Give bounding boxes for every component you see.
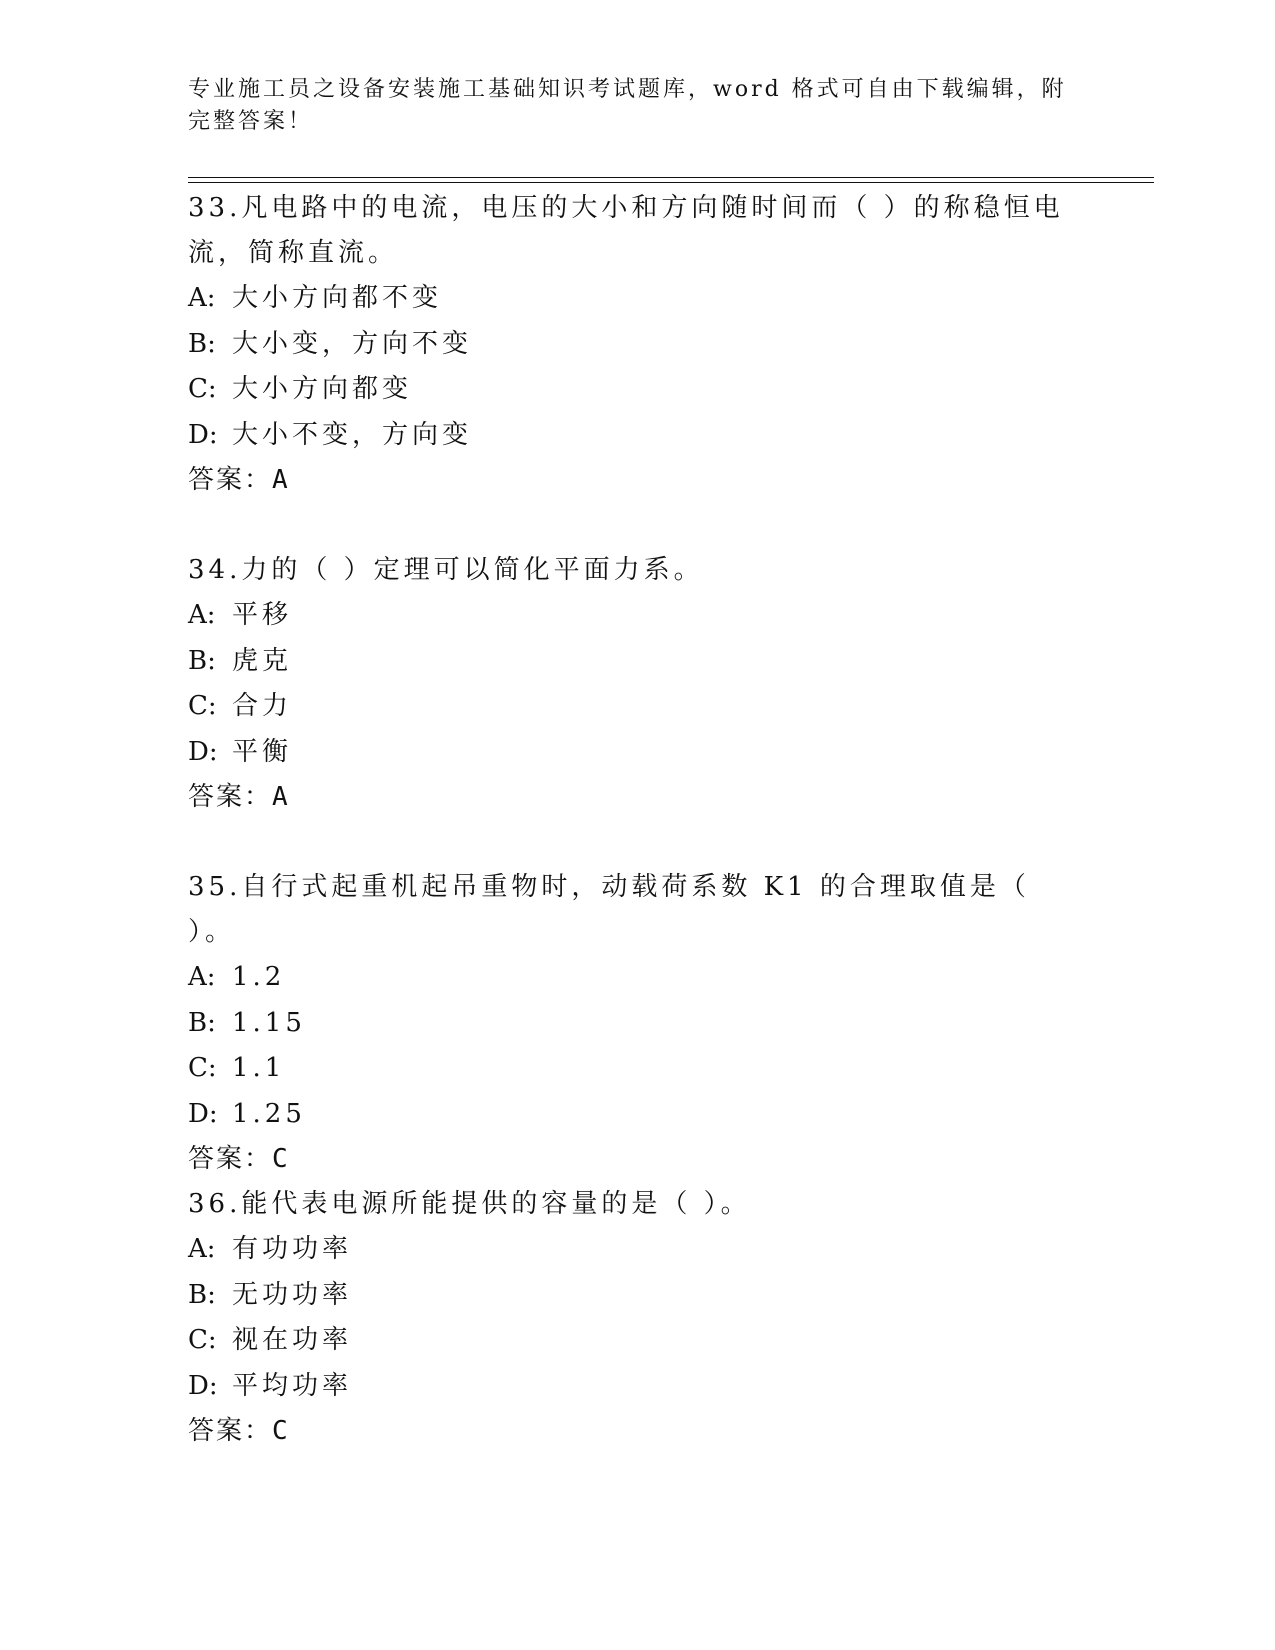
answer-value: C [272,1144,290,1174]
option-text: 视在功率 [232,1325,353,1355]
option-text: 平衡 [232,736,293,767]
question-stem: 33.凡电路中的电流，电压的大小和方向随时间而（ ）的称稳恒电流，简称直流。 [188,193,1064,268]
answer-line [188,1409,1088,1454]
option-a [188,955,1088,1001]
answer-label: 答案： [188,782,273,812]
option-letter: C: [188,691,217,721]
option-text: 平均功率 [232,1370,353,1401]
option-text: 1.1 [232,1053,286,1083]
option-a [188,1227,1088,1273]
option-letter: D: [188,419,218,450]
option-text: 1.25 [232,1098,306,1129]
option-d [188,413,1088,459]
answer-label: 答案： [188,1416,273,1446]
option-a [188,593,1088,639]
option-d [188,730,1088,776]
option-text: 无功功率 [232,1279,353,1310]
question-stem: 35.自行式起重机起吊重物时，动载荷系数 K1 的合理取值是（ ）。 [188,872,1030,947]
option-b [188,639,1088,685]
option-letter: A: [188,962,216,992]
option-letter: A: [188,283,216,313]
option-text: 大小变，方向不变 [232,328,473,359]
option-text: 大小方向都变 [232,374,413,404]
option-c [188,1046,1088,1092]
header-divider-top [188,177,1154,178]
option-c [188,684,1088,730]
option-text: 1.15 [232,1007,306,1038]
answer-value: C [272,1416,290,1446]
question-35 [188,865,1088,1182]
option-text: 平移 [232,600,293,630]
option-text: 虎克 [232,645,293,676]
document-header: 专业施工员之设备安装施工基础知识考试题库，word 格式可自由下载编辑，附完整答案！ [188,77,1067,134]
option-a [188,276,1088,322]
option-letter: B: [188,645,216,676]
option-b [188,1001,1088,1047]
question-36 [188,1182,1088,1454]
option-d [188,1364,1088,1410]
option-letter: B: [188,328,216,359]
option-text: 大小不变，方向变 [232,419,473,450]
question-stem: 36.能代表电源所能提供的容量的是（ ）。 [188,1189,751,1219]
answer-label: 答案： [188,1144,273,1174]
option-letter: D: [188,736,218,767]
option-d [188,1092,1088,1138]
option-letter: C: [188,374,217,404]
answer-line [188,1137,1088,1182]
option-letter: B: [188,1007,216,1038]
question-34 [188,548,1088,820]
option-b [188,1273,1088,1319]
option-c [188,367,1088,413]
answer-label: 答案： [188,465,273,495]
answer-line [188,775,1088,820]
option-letter: A: [188,1234,216,1264]
option-b [188,322,1088,368]
question-33 [188,186,1088,503]
option-letter: C: [188,1053,217,1083]
option-text: 大小方向都不变 [232,283,443,313]
option-letter: B: [188,1279,216,1310]
option-letter: A: [188,600,216,630]
question-stem: 34.力的（ ）定理可以简化平面力系。 [188,555,704,585]
option-text: 有功功率 [232,1234,353,1264]
answer-line [188,458,1088,503]
header-divider-bottom [188,182,1154,183]
option-text: 合力 [232,691,293,721]
answer-value: A [272,465,290,495]
option-c [188,1318,1088,1364]
option-letter: D: [188,1098,218,1129]
option-letter: D: [188,1370,218,1401]
answer-value: A [272,782,290,812]
option-letter: C: [188,1325,217,1355]
option-text: 1.2 [232,962,286,992]
